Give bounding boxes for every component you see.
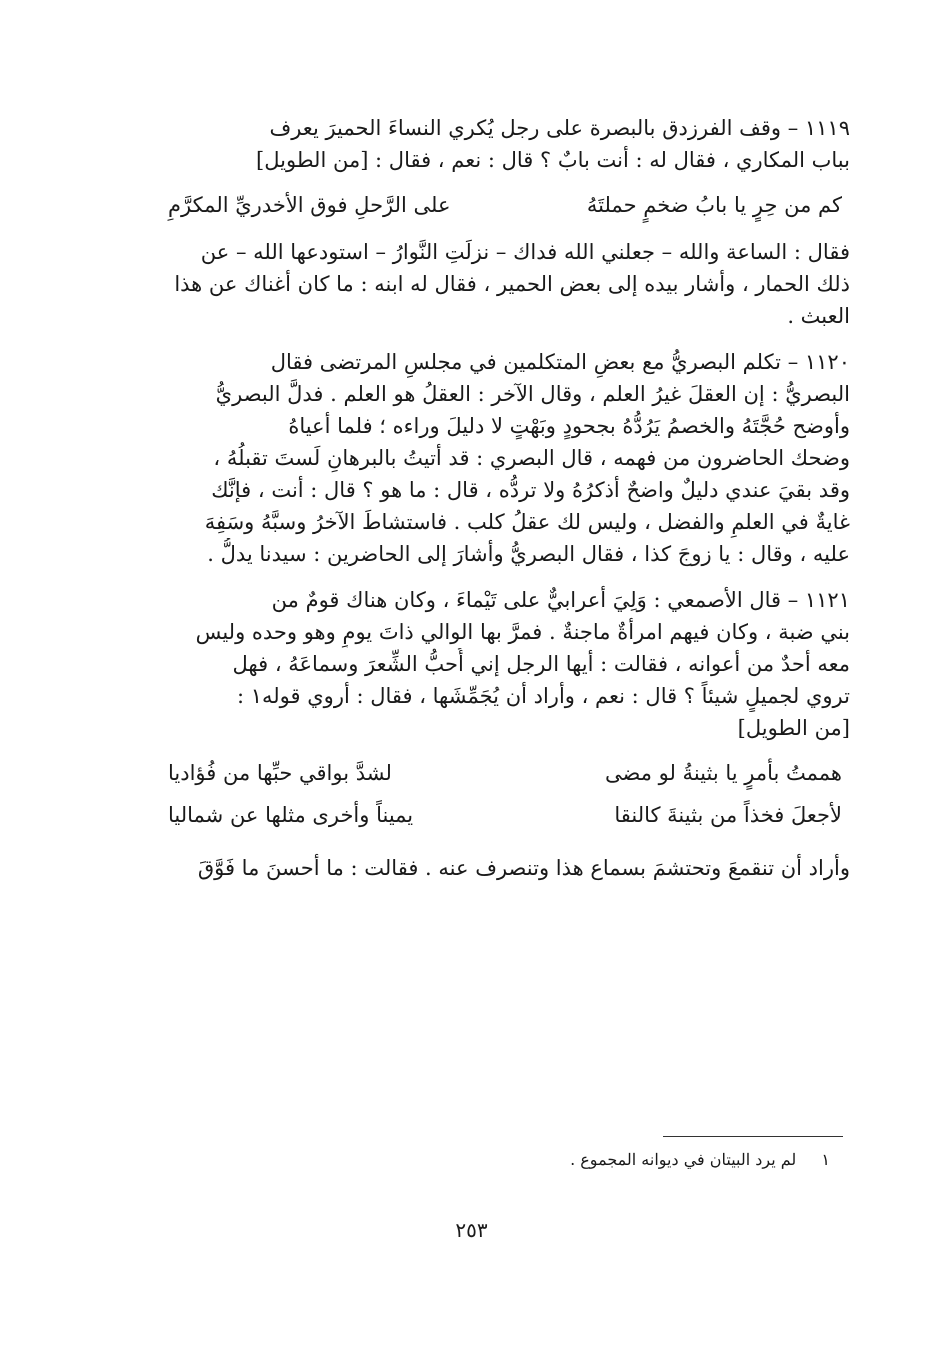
text-line: وأوضح حُجَّتَهُ والخصمُ يَرُدُّهُ بجحودٍ وبَهْتٍ لا دليلَ وراءه ؛ فلما أعياهُ	[288, 414, 850, 438]
text-line: ١١٢٠ – تكلم البصريُّ مع بعضِ المتكلمين في مجلسِ المرتضى فقال	[270, 350, 850, 374]
footnote	[400, 1150, 830, 1169]
verse-second-hemistich: يميناً وأخرى مثلها عن شماليا	[168, 803, 414, 827]
page-number: ٢٥٣	[455, 1218, 488, 1242]
footnote-text: لم يرد البيتان في ديوانه المجموع .	[570, 1150, 797, 1169]
text-line: ذلك الحمار ، وأشار بيده إلى بعض الحمير ، فقال له ابنه : ما كان أغناك عن هذا	[174, 272, 850, 296]
entry-1120	[160, 346, 850, 570]
verse-line	[168, 186, 842, 224]
entry-1121	[160, 584, 850, 884]
main-text	[160, 112, 850, 898]
text-line: بباب المكاري ، فقال له : أنت بابٌ ؟ قال : نعم ، فقال : [من الطويل]	[256, 148, 850, 172]
verse-first-hemistich: هممتُ بأمرٍ يا بثينةُ لو مضى	[605, 761, 842, 785]
verse-second-hemistich: على الرَّحلِ فوق الأخدريِّ المكرَّمِ	[168, 193, 451, 217]
meter-label: [من الطويل]	[737, 716, 850, 740]
text-line: وضحك الحاضرون من فهمه ، قال البصري : قد أتيتُ بالبرهانِ لَستَ تقبلُهُ ،	[213, 446, 850, 470]
verse-first-hemistich: كم من حِرٍ يا بابُ ضخمٍ حملتَهُ	[586, 193, 842, 217]
text-line: وقد بقيَ عندي دليلٌ واضحٌ أذكرُهُ ولا تردُّه ، قال : ما هو ؟ قال : أنت ، فإنَّك	[211, 478, 850, 502]
text-line: العبث .	[787, 304, 850, 328]
text-line: ١١١٩ – وقف الفرزدق بالبصرة على رجل يُكري النساءَ الحميرَ يعرف	[269, 116, 850, 140]
text-line: البصريُّ : إن العقلَ غيرُ العلم ، وقال الآخر : العقلُ هو العلم . فدلَّ البصريُّ	[215, 382, 850, 406]
text-line: فقال : الساعة والله – جعلني الله فداك – نزلَتِ النَّوارُ – استودعها الله – عن	[200, 240, 850, 264]
verse-line	[168, 796, 842, 834]
footnote-divider	[663, 1136, 843, 1137]
text-line: ١١٢١ – قال الأصمعي : وَلِيَ أعرابيٌّ على تَيْماءَ ، وكان هناك قومٌ من	[271, 588, 850, 612]
verse-line	[168, 754, 842, 792]
verse-second-hemistich: لشدَّ بواقي حبِّها من فُؤاديا	[168, 761, 392, 785]
text-line: تروي لجميلٍ شيئاً ؟ قال : نعم ، وأراد أن يُجَمِّشَها ، فقال : أروي قوله١ :	[236, 684, 850, 708]
text-line: عليه ، وقال : يا زوجَ كذا ، فقال البصريُّ وأشارَ إلى الحاضرين : سيدنا يدلُّ .	[207, 542, 850, 566]
text-line: بني ضبة ، وكان فيهم امرأةٌ ماجنةٌ . فمرَّ بها الوالي ذاتَ يومٍ وهو وحده وليس	[195, 620, 850, 644]
verse-first-hemistich: لأجعلَ فخذاً من بثينةَ كالنقا	[614, 803, 842, 827]
text-line: وأراد أن تنقمعَ وتحتشمَ بسماع هذا وتنصرف عنه . فقالت : ما أحسنَ ما فَوَّقَ	[197, 856, 850, 880]
text-line: معه أحدٌ من أعوانه ، فقالت : أيها الرجل إني أُحبُّ الشِّعرَ وسماعَهُ ، فهل	[232, 652, 850, 676]
entry-1119	[160, 112, 850, 332]
text-line: غايةٌ في العلمِ والفضل ، وليس لك عقلُ كلب . فاستشاطَ الآخرُ وسبَّهُ وسَفِهَ	[204, 510, 850, 534]
footnote-marker: ١	[821, 1150, 830, 1169]
